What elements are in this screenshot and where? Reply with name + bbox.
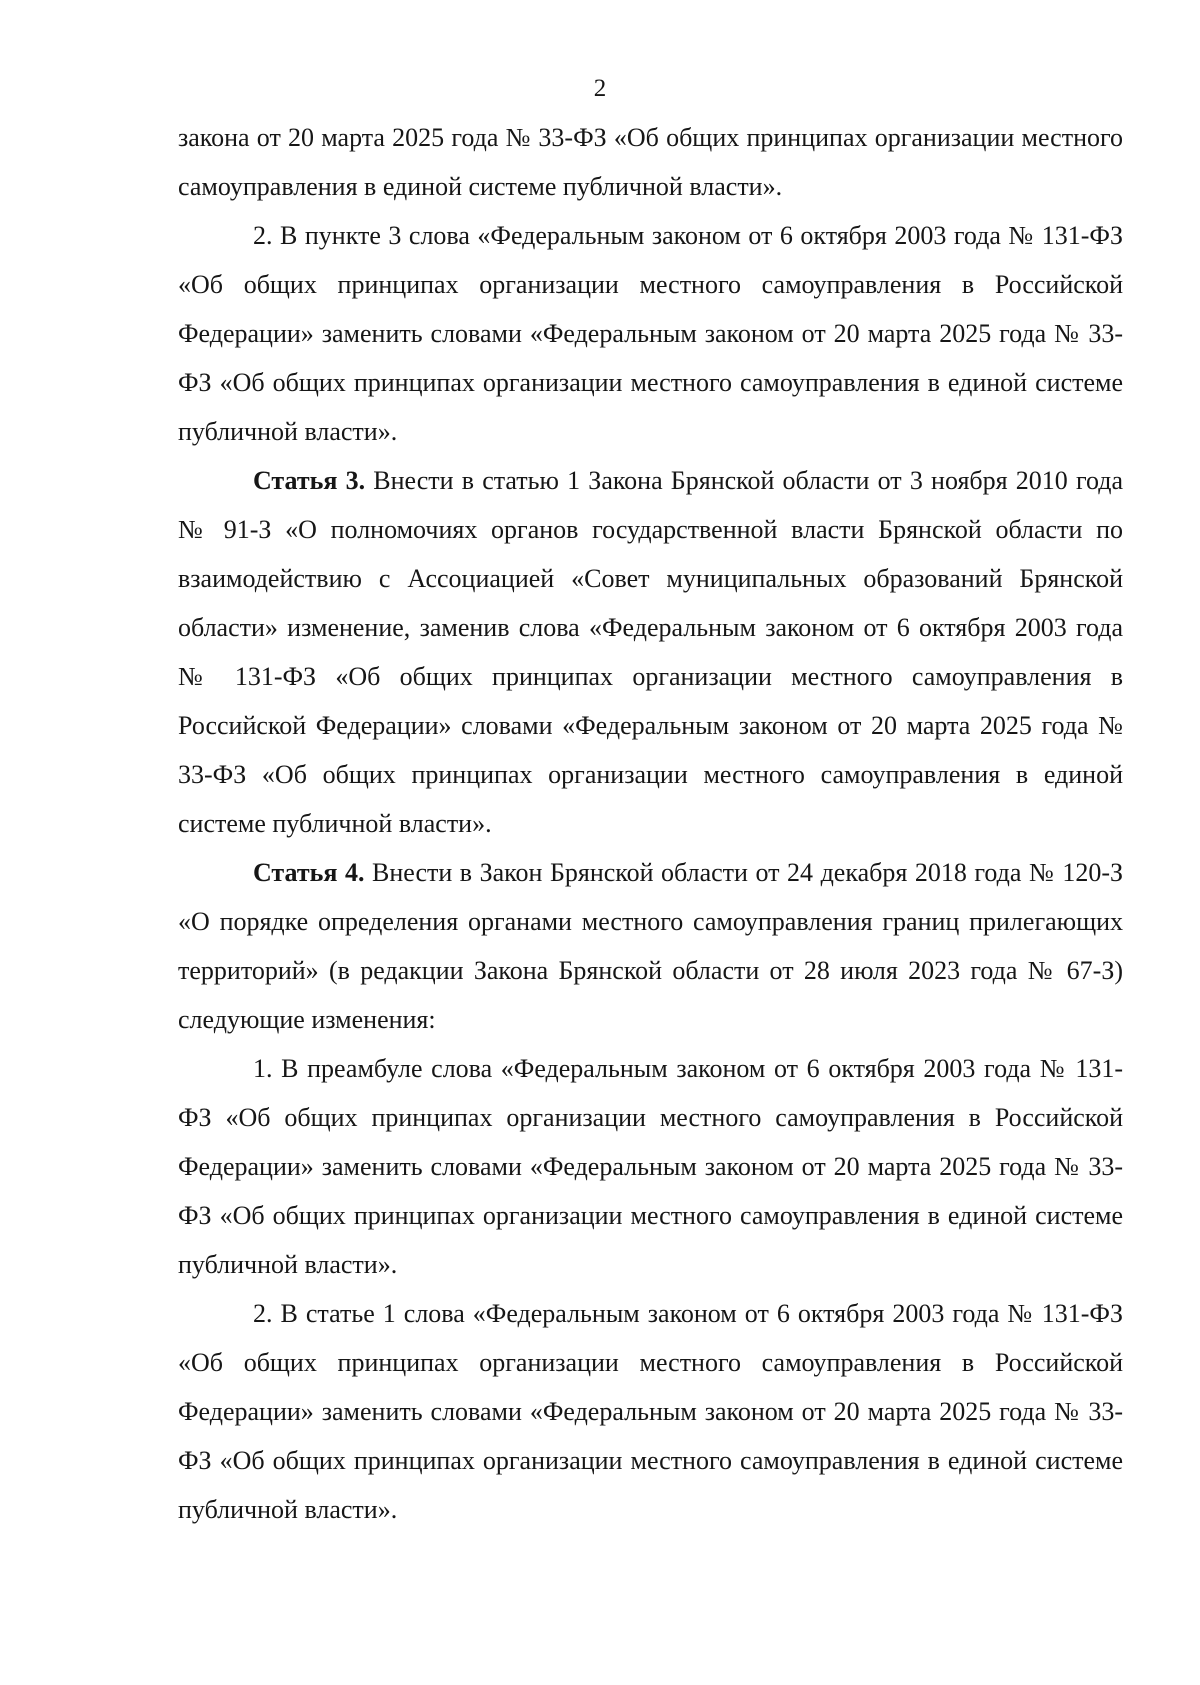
paragraph-text: Внести в статью 1 Закона Брянской области от 3 ноября 2010 года № 91-З «О полномочиях органов государственной власти Брянской области по взаимодействию с Ассоциацией «Совет муниципальных образований Брянской области» изменение, заменив слова «Федеральным законом от 6 октября 2003 года № 131-ФЗ «Об общих принципах организации местного самоуправления в Российской Федерации» словами «Федеральным законом от 20 марта 2025 года № 33-ФЗ «Об общих принципах организации местного самоуправления в единой системе публичной власти». [178, 466, 1124, 838]
document-body [178, 113, 1123, 1534]
continuation-paragraph [178, 113, 1123, 211]
article-4-label: Статья 4. [253, 858, 365, 887]
article4-item1-paragraph [178, 1044, 1123, 1289]
article-3-paragraph [178, 456, 1123, 848]
paragraph-text: 1. В преамбуле слова «Федеральным законом от 6 октября 2003 года № 131-ФЗ «Об общих принципах организации местного самоуправления в Российской Федерации» заменить словами «Федеральным законом от 20 марта 2025 года № 33-ФЗ «Об общих принципах организации местного самоуправления в единой системе публичной власти». [178, 1054, 1123, 1279]
paragraph-text: Внести в Закон Брянской области от 24 декабря 2018 года № 120-З «О порядке определения органами местного самоуправления границ прилегающих территорий» (в редакции Закона Брянской области от 28 июля 2023 года № 67-З) следующие изменения: [178, 858, 1124, 1034]
article-4-paragraph [178, 848, 1123, 1044]
paragraph-text: 2. В статье 1 слова «Федеральным законом от 6 октября 2003 года № 131-ФЗ «Об общих принципах организации местного самоуправления в Российской Федерации» заменить словами «Федеральным законом от 20 марта 2025 года № 33-ФЗ «Об общих принципах организации местного самоуправления в единой системе публичной власти». [178, 1299, 1123, 1524]
article2-item2-paragraph [178, 211, 1123, 456]
paragraph-text: закона от 20 марта 2025 года № 33-ФЗ «Об общих принципах организации местного самоуправления в единой системе публичной власти». [178, 123, 1123, 201]
article-3-label: Статья 3. [253, 466, 366, 495]
page-number: 2 [593, 75, 607, 102]
paragraph-text: 2. В пункте 3 слова «Федеральным законом от 6 октября 2003 года № 131-ФЗ «Об общих принципах организации местного самоуправления в Российской Федерации» заменить словами «Федеральным законом от 20 марта 2025 года № 33-ФЗ «Об общих принципах организации местного самоуправления в единой системе публичной власти». [178, 221, 1123, 446]
article4-item2-paragraph [178, 1289, 1123, 1534]
